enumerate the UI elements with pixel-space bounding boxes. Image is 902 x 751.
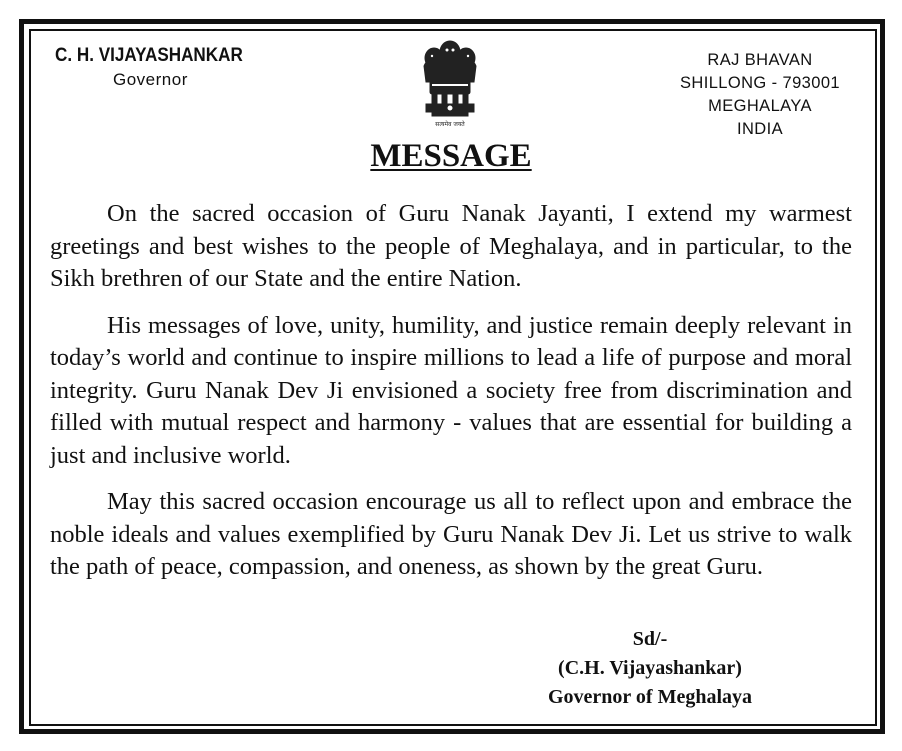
message-paragraph: May this sacred occasion encourage us all to reflect upon and embrace the noble ideals and values exemplified by Guru Nanak Dev Ji. Let us strive to walk the path of peace, compassion, and oneness, as shown by the great Guru. [50,488,852,580]
message-paragraph: On the sacred occasion of Guru Nanak Jayanti, I extend my warmest greetings and best wishes to the people of Meghalaya, and in particular, to the Sikh brethren of our State and the entire Nation. [50,200,852,292]
address-line: RAJ BHAVAN [707,51,813,69]
governor-name: C. H. VIJAYASHANKAR [55,45,243,66]
emblem-motto: सत्यमेव जयते [435,121,465,128]
signature-block [530,625,770,712]
address-line: SHILLONG - 793001 [680,74,840,92]
governor-role: Governor [113,70,188,89]
address-block [655,49,865,141]
signature-name: (C.H. Vijayashankar) [558,657,742,679]
sender-block [55,46,264,88]
message-body [50,198,852,598]
address-line: MEGHALAYA [708,97,812,115]
signature-sd: Sd/- [632,628,668,650]
message-paragraph: His messages of love, unity, humility, and justice remain deeply relevant in today’s world and continue to inspire millions to lead a life of purpose and moral integrity. Guru Nanak Dev Ji envisioned a society free from discrimination and filled with mutual respect and harmony - values that are essential for building a just and inclusive world. [50,311,852,469]
signature-designation: Governor of Meghalaya [547,686,753,708]
message-title: MESSAGE [370,138,532,174]
national-emblem-icon [410,38,490,130]
address-line: INDIA [736,120,783,138]
